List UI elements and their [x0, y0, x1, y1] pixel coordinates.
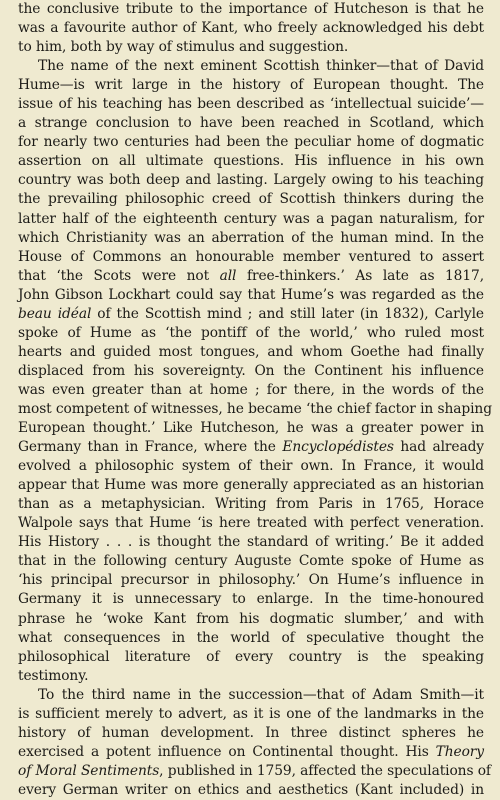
text-line [18, 419, 484, 438]
text-line [18, 743, 484, 762]
text-line [18, 305, 484, 324]
text-line [18, 590, 484, 609]
text-line [18, 686, 484, 705]
text-segment: Walpole says that Hume ‘is here treated with perfect veneration. [18, 515, 484, 532]
text-segment: hearts and guided most tongues, and whom Goethe had finally [18, 343, 484, 360]
text-line [18, 286, 484, 305]
text-segment: John Gibson Lockhart could say that Hume’s was regarded as the [18, 286, 484, 303]
italic-text: Theory [435, 743, 484, 760]
text-line [18, 171, 484, 190]
text-line [18, 514, 484, 533]
text-segment: the prevailing philosophic creed of Scottish thinkers during the [18, 191, 484, 208]
text-segment: appear that Hume was more generally appreciated as an historian [18, 477, 484, 494]
text-line [18, 0, 484, 19]
text-segment: that ‘the Scots were not [18, 267, 220, 284]
text-segment: what consequences in the world of speculative thought the [18, 629, 484, 646]
text-segment: to him, both by way of stimulus and suggestion. [18, 39, 349, 56]
body-text [18, 0, 492, 800]
text-segment: To the third name in the succession—that of Adam Smith—it [38, 686, 484, 703]
text-line [18, 629, 484, 648]
text-segment: European thought.’ Like Hutcheson, he was a greater power in [18, 420, 484, 437]
text-segment: assertion on all ultimate questions. His influence in his own [18, 153, 484, 170]
text-line [18, 362, 484, 381]
text-line [18, 438, 484, 457]
text-segment: phrase he ‘woke Kant from his dogmatic slumber,’ and with [18, 610, 484, 627]
text-segment: philosophical literature of every country is the speaking [18, 648, 484, 665]
text-line [18, 95, 484, 114]
text-line [18, 324, 484, 343]
italic-text: of Moral Sentiments [18, 762, 160, 779]
text-line [18, 343, 484, 362]
text-segment: was a favourite author of Kant, who freely acknowledged his debt [18, 20, 484, 37]
text-segment: exercised a potent influence on Continental thought. His [18, 743, 436, 760]
text-segment: latter half of the eighteenth century was a pagan naturalism, for [18, 210, 484, 227]
text-segment: , published in 1759, affected the speculations of [159, 762, 491, 779]
text-line [18, 114, 484, 133]
text-line [18, 533, 484, 552]
text-segment: than as a metaphysician. Writing from Paris in 1765, Horace [18, 496, 484, 513]
text-line [18, 610, 484, 629]
text-segment: had already [393, 439, 484, 456]
text-line [18, 229, 484, 248]
italic-text: Encyclopédistes [282, 439, 394, 456]
text-segment: The name of the next eminent Scottish thinker—that of David [38, 58, 484, 75]
text-segment: which Christianity was an aberration of the human mind. In the [18, 229, 484, 246]
text-segment: country was both deep and lasting. Largely owing to his teaching [18, 172, 484, 189]
text-line [18, 248, 484, 267]
text-segment: Hume—is writ large in the history of European thought. The [18, 77, 484, 94]
text-segment: a strange conclusion to have been reached in Scotland, which [18, 115, 484, 132]
text-line [18, 457, 484, 476]
text-line [18, 190, 484, 209]
text-segment: was even greater than at home ; for there, in the words of the [18, 381, 484, 398]
text-line [18, 762, 491, 781]
text-segment: Germany it is unnecessary to enlarge. In the time-honoured [18, 591, 484, 608]
text-segment: is sufficient merely to advert, as it is one of the landmarks in the [18, 705, 484, 722]
text-line [18, 552, 484, 571]
text-segment: of the Scottish mind ; and still later (in 1832), Carlyle [91, 305, 484, 322]
text-line [18, 648, 484, 667]
text-line [18, 400, 492, 419]
text-line [18, 781, 484, 800]
text-line [18, 495, 484, 514]
text-line [18, 19, 484, 38]
italic-text: all [219, 267, 237, 284]
text-segment: evolved a philosophic system of their own. In France, it would [18, 458, 484, 475]
text-segment: for nearly two centuries had been the peculiar home of dogmatic [18, 134, 484, 151]
text-segment: displaced from his sovereignty. On the Continent his influence [18, 362, 484, 379]
text-segment: House of Commons an honourable member ventured to assert [18, 248, 484, 265]
text-line [18, 571, 484, 590]
text-segment: every German writer on ethics and aesthetics (Kant included) in [18, 781, 484, 798]
text-line [18, 133, 484, 152]
text-line [18, 724, 484, 743]
text-line [18, 476, 484, 495]
text-line [18, 38, 484, 57]
text-segment: issue of his teaching has been described as ‘intellectual suicide’— [18, 96, 484, 113]
text-line [18, 57, 484, 76]
text-line [18, 267, 484, 286]
italic-text: beau idéal [18, 305, 92, 322]
text-segment: ‘his principal precursor in philosophy.’ On Hume’s influence in [18, 572, 484, 589]
text-line [18, 705, 484, 724]
text-line [18, 667, 484, 686]
text-segment: history of human development. In three distinct spheres he [18, 724, 484, 741]
text-segment: that in the following century Auguste Comte spoke of Hume as [18, 553, 484, 570]
text-segment: Germany than in France, where the [18, 439, 283, 456]
text-line [18, 381, 484, 400]
text-line [18, 76, 484, 95]
text-line [18, 210, 484, 229]
text-segment: spoke of Hume as ‘the pontiff of the world,’ who ruled most [18, 324, 484, 341]
text-line [18, 152, 484, 171]
text-segment: testimony. [18, 667, 89, 684]
text-segment: free-thinkers.’ As late as 1817, [236, 267, 484, 284]
text-segment: the conclusive tribute to the importance of Hutcheson is that he [18, 1, 484, 17]
text-segment: His History . . . is thought the standard of writing.’ Be it added [18, 534, 484, 551]
text-segment: most competent of witnesses, he became ‘the chief factor in shaping [18, 400, 492, 417]
